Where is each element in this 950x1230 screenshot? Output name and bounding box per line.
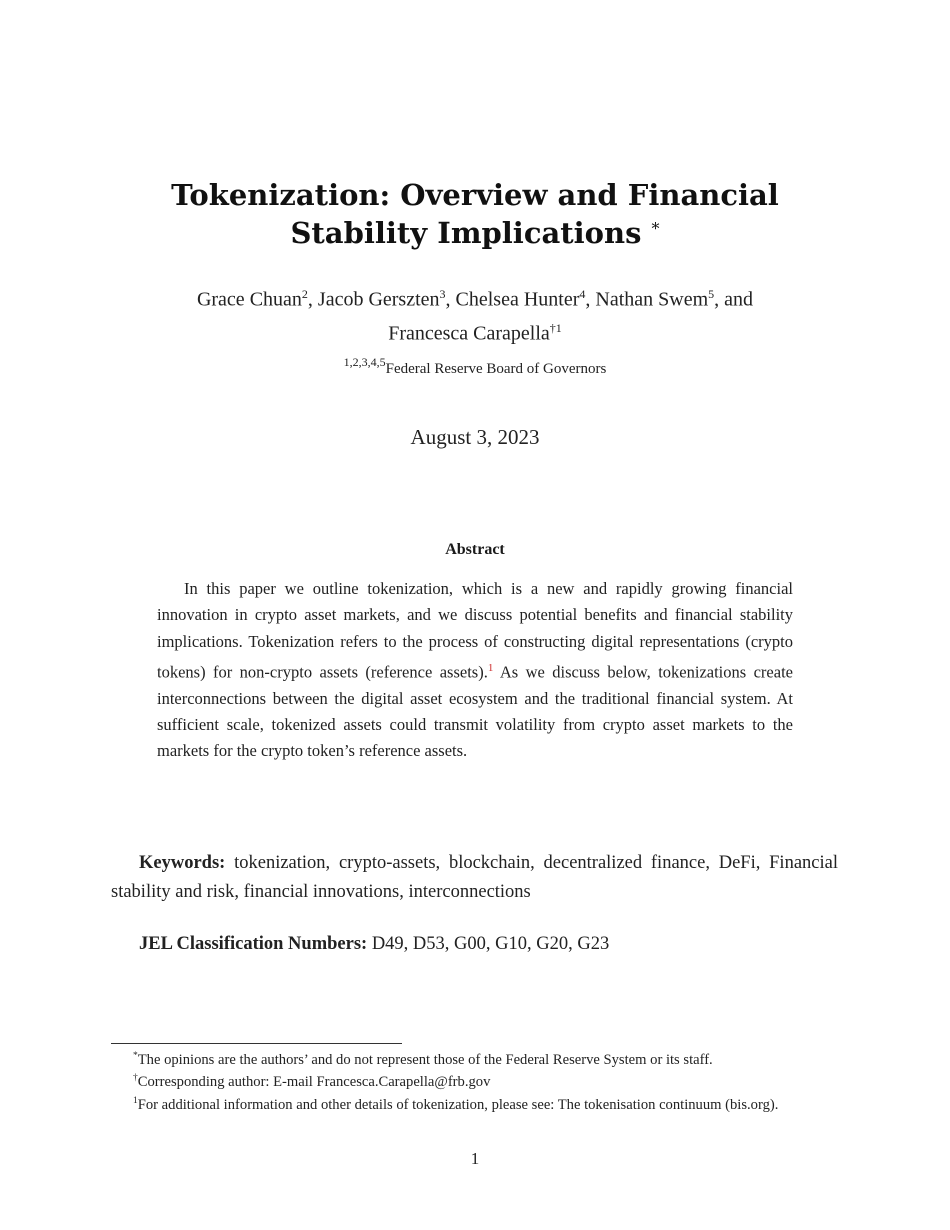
author-line-1 (0, 280, 950, 314)
footnote-text: Corresponding author: E-mail Francesca.Carapella@frb.gov (137, 1074, 491, 1091)
author-name: Grace Chuan (196, 288, 302, 311)
affiliation-sup: 1,2,3,4,5 (343, 355, 386, 369)
jel-codes: D49, D53, G00, G10, G20, G23 (367, 934, 610, 954)
title-line-2 (0, 214, 950, 252)
footnotes (111, 1047, 838, 1114)
author-name: Jacob Gerszten (317, 288, 440, 311)
footnote-item (111, 1047, 838, 1069)
author-affil-sup: 4 (579, 287, 586, 301)
abstract-footnote-ref[interactable]: 1 (487, 661, 494, 674)
affiliation (0, 355, 950, 377)
footnote-item (111, 1092, 838, 1114)
author-affil-sup: 5 (708, 287, 715, 301)
author-separator: , (585, 288, 596, 311)
footnote-text: For additional information and other details of tokenization, please see: The tokenisation continuum (bis.org). (137, 1096, 779, 1113)
paper-date: August 3, 2023 (410, 425, 540, 449)
keywords (111, 849, 838, 907)
author-separator: , (307, 288, 318, 311)
footnote-item (111, 1069, 838, 1091)
title-line-1: Tokenization: Overview and Financial (171, 178, 779, 212)
author-separator: , (445, 288, 456, 311)
keywords-label: Keywords: (139, 853, 226, 873)
footnote-mark: † (133, 1073, 138, 1084)
abstract-text-1: In this paper we outline tokenization, which is a new and rapidly growing financial innovation in crypto asset markets, and we discuss potential benefits and financial stability implications. Tokenization refers to the process of constructing digital representations (crypto tokens) for non-crypto assets (reference assets). (157, 579, 793, 682)
author-line-2 (0, 314, 950, 348)
keywords-text: tokenization, crypto-assets, blockchain, decentralized finance, DeFi, Financial stability and risk, financial innovations, interconnections (111, 853, 838, 902)
author-affil-sup: 2 (301, 287, 308, 301)
author-affil-sup: †1 (549, 320, 562, 335)
author-name: Chelsea Hunter (455, 288, 580, 311)
abstract-body (157, 576, 793, 765)
footnote-mark: 1 (133, 1095, 138, 1106)
author-name: Nathan Swem (595, 288, 709, 311)
author-list (0, 280, 950, 347)
footnote-rule (111, 1043, 402, 1044)
author-affil-sup: 3 (439, 287, 446, 301)
abstract-heading: Abstract (445, 541, 505, 558)
title-line-2-text: Stability Implications (290, 216, 642, 250)
footnote-text: The opinions are the authors’ and do not represent those of the Federal Reserve System or its staff. (137, 1051, 713, 1068)
paper-title (0, 176, 950, 252)
jel-label: JEL Classification Numbers: (139, 934, 368, 954)
author-name: Francesca Carapella (388, 322, 550, 345)
jel-classification (139, 934, 609, 955)
abstract-text-2: As we discuss below, tokenizations create interconnections between the digital asset ecosystem and the traditional financial system. At sufficient scale, tokenized assets could transmit volatility from crypto asset markets to the markets for the crypto token’s reference assets. (157, 662, 793, 761)
title-footnote-mark[interactable]: * (651, 219, 660, 238)
affiliation-name: Federal Reserve Board of Governors (385, 361, 607, 377)
footnote-mark: * (133, 1051, 138, 1061)
page-number: 1 (470, 1149, 480, 1168)
author-separator: , and (714, 288, 754, 311)
